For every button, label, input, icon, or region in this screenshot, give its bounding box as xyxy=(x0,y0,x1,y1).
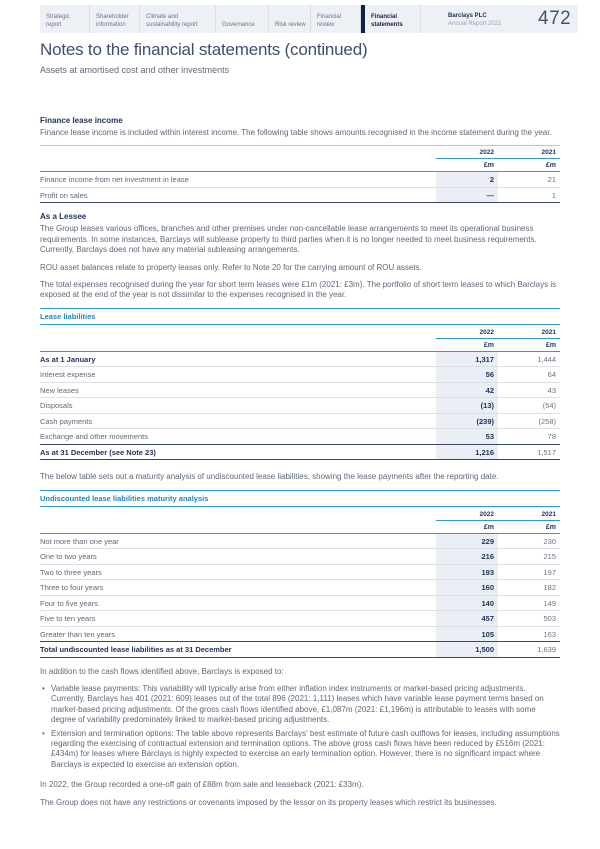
table-row xyxy=(40,626,560,642)
value-2021: 78 xyxy=(547,432,556,442)
unit-2022: £m xyxy=(483,162,494,170)
value-2022: 457 xyxy=(436,611,498,626)
bullet-icon xyxy=(40,684,51,726)
bullet-text: Variable lease payments: This variability will typically arise from either inflation index instruments or market-based pricing adjustments. Currently, Barclays has 401 (2021: 609) leases out of the total 896 (2021: 1,111) leases which have variable lease payment terms based on market-based pricing adjustments. Of the gross cash flows identified above, £1,087m (2021: £1,196m) is attributable to leases with some degree of variability predominately linked to market-based pricing adjustments. xyxy=(51,684,544,725)
row-label: Profit on sales xyxy=(40,190,88,200)
table-row xyxy=(40,352,560,367)
top-navigation-band xyxy=(40,5,578,33)
value-2022: 193 xyxy=(436,565,498,580)
table-unit-row xyxy=(40,521,560,534)
value-2022: (13) xyxy=(436,398,498,413)
brand-name: Barclays PLC xyxy=(448,13,487,19)
unit-row-spacer xyxy=(40,339,436,351)
unit-2022: £m xyxy=(483,523,494,531)
row-label: Finance income from net investment in lease xyxy=(40,175,189,185)
financial-table xyxy=(40,326,560,461)
value-2021: 503 xyxy=(543,614,556,624)
year-row-spacer xyxy=(40,326,436,339)
table-year-row xyxy=(40,146,560,159)
page-title: Notes to the financial statements (continued) xyxy=(40,40,368,59)
row-label: Two to three years xyxy=(40,567,102,577)
value-2022: 42 xyxy=(436,383,498,398)
closing-paragraph-1: In 2022, the Group recorded a one-off gain of £88m from sale and leaseback (2021: £33m). xyxy=(40,780,364,790)
table-caption: Lease liabilities xyxy=(40,308,560,325)
row-label: Cash payments xyxy=(40,416,93,426)
table-row xyxy=(40,413,560,429)
row-label: Interest expense xyxy=(40,370,96,380)
unit-2021: £m xyxy=(545,162,556,170)
value-2022: 56 xyxy=(436,367,498,382)
value-2021: 1,517 xyxy=(537,447,556,457)
row-label: Greater than ten years xyxy=(40,629,116,639)
value-2021: 230 xyxy=(543,536,556,546)
row-label: Four to five years xyxy=(40,598,98,608)
lessee-paragraph-2: ROU asset balances relate to property leases only. Refer to Note 20 for the carrying amount of ROU assets. xyxy=(40,262,422,272)
year-row-spacer xyxy=(40,146,436,159)
row-label: As at 1 January xyxy=(40,354,96,364)
value-2022: — xyxy=(436,188,498,203)
value-2022: 2 xyxy=(436,172,498,187)
tab-climate-and-sustainability-report[interactable]: Climate and sustainability report xyxy=(140,5,216,33)
table-unit-row xyxy=(40,159,560,172)
value-2022: (239) xyxy=(436,414,498,429)
table-year-row xyxy=(40,326,560,339)
value-2021: 149 xyxy=(543,598,556,608)
value-2021: 43 xyxy=(547,385,556,395)
as-a-lessee-heading: As a Lessee xyxy=(40,212,87,222)
row-label: Total undiscounted lease liabilities as at 31 December xyxy=(40,645,232,655)
table-year-row xyxy=(40,508,560,521)
value-2021: 1 xyxy=(551,190,556,200)
value-2021: 197 xyxy=(543,567,556,577)
brand-report: Annual Report 2022 xyxy=(448,21,502,28)
row-label: Exchange and other movements xyxy=(40,432,148,442)
financial-table xyxy=(40,145,560,203)
table-row xyxy=(40,397,560,413)
table-row xyxy=(40,579,560,595)
finance-lease-income-body: Finance lease income is included within interest income. The following table shows amounts recognised in the income statement during the year. xyxy=(40,128,552,137)
maturity-analysis-table xyxy=(40,490,560,658)
value-2021: 215 xyxy=(543,552,556,562)
value-2022: 53 xyxy=(436,429,498,444)
financial-table xyxy=(40,508,560,658)
value-2022: 229 xyxy=(436,534,498,549)
year-col-2022: 2022 xyxy=(436,146,498,159)
table-unit-row xyxy=(40,339,560,352)
bullet-variable-lease-payments xyxy=(40,684,560,726)
maturity-intro: The below table sets out a maturity analysis of undiscounted lease liabilities, showing the lease payments after the reporting date. xyxy=(40,472,499,482)
year-row-spacer xyxy=(40,508,436,521)
page-subtitle: Assets at amortised cost and other investments xyxy=(40,65,230,75)
unit-row-spacer xyxy=(40,521,436,533)
row-label: Disposals xyxy=(40,401,73,411)
table-row xyxy=(40,548,560,564)
lease-liabilities-table xyxy=(40,308,560,461)
unit-2021: £m xyxy=(545,341,556,349)
tab-strategic-report[interactable]: Strategic report xyxy=(40,5,90,33)
finance-lease-income-table xyxy=(40,145,560,203)
row-label: Three to four years xyxy=(40,583,104,593)
bullet-extension-termination xyxy=(40,729,560,771)
year-col-2022: 2022 xyxy=(436,326,498,339)
table-row xyxy=(40,428,560,444)
row-label: One to two years xyxy=(40,552,97,562)
value-2021: 163 xyxy=(543,629,556,639)
year-col-2021: 2021 xyxy=(498,146,560,159)
bullet-text: Extension and termination options: The table above represents Barclays' best estimate of future cash outflows for leases, including assumptions regarding the exercising of contractual extension and termination options. The above gross cash flows have been reduced by £516m (2021: £434m) for leases where Barclays is highly expected to exercise an early termination option. However, there is no significant impact where Barclays is expected to exercise an extension option. xyxy=(51,728,560,769)
table-row xyxy=(40,610,560,626)
table-row xyxy=(40,641,560,657)
table-row xyxy=(40,366,560,382)
unit-row-spacer xyxy=(40,159,436,171)
brand-block xyxy=(442,5,538,33)
table-row xyxy=(40,534,560,549)
value-2021: (54) xyxy=(542,401,556,411)
unit-2021: £m xyxy=(545,523,556,531)
year-col-2021: 2021 xyxy=(498,508,560,521)
closing-paragraph-2: The Group does not have any restrictions or covenants imposed by the lessor on its property leases which restrict its businesses. xyxy=(40,797,497,807)
value-2021: 64 xyxy=(547,370,556,380)
header-tabs xyxy=(40,5,421,33)
value-2021: 21 xyxy=(547,175,556,185)
bullet-icon xyxy=(40,729,51,771)
table-row xyxy=(40,444,560,460)
value-2022: 1,500 xyxy=(436,642,498,657)
value-2022: 140 xyxy=(436,596,498,611)
tab-shareholder-information[interactable]: Shareholder information xyxy=(90,5,140,33)
tab-financial-review[interactable]: Financial review xyxy=(311,5,361,33)
value-2022: 1,216 xyxy=(436,445,498,460)
row-label: Five to ten years xyxy=(40,614,96,624)
year-col-2021: 2021 xyxy=(498,326,560,339)
table-row xyxy=(40,382,560,398)
value-2022: 216 xyxy=(436,549,498,564)
page-number: 472 xyxy=(538,8,572,29)
value-2022: 160 xyxy=(436,580,498,595)
year-col-2022: 2022 xyxy=(436,508,498,521)
row-label: New leases xyxy=(40,385,79,395)
table-row xyxy=(40,564,560,580)
lessee-paragraph-1: The Group leases various offices, branches and other premises under non-cancellable lease arrangements to meet its operational business requirements. In some instances, Barclays will sublease property to third parties when it is no longer needed to meet business requirements. Currently, Barclays does not have any material subleasing arrangements. xyxy=(40,224,537,255)
row-label: Not more than one year xyxy=(40,536,119,546)
page-content xyxy=(40,40,560,815)
tab-financial-statements[interactable]: Financial statements xyxy=(361,5,421,33)
tab-governance[interactable]: Governance xyxy=(216,5,269,33)
table-caption: Undiscounted lease liabilities maturity analysis xyxy=(40,490,560,507)
unit-2022: £m xyxy=(483,341,494,349)
exposure-intro: In addition to the cash flows identified above, Barclays is exposed to: xyxy=(40,666,284,676)
value-2021: 1,639 xyxy=(537,645,556,655)
value-2021: 1,444 xyxy=(537,354,556,364)
table-row xyxy=(40,172,560,187)
value-2022: 1,317 xyxy=(436,352,498,367)
row-label: As at 31 December (see Note 23) xyxy=(40,447,156,457)
value-2022: 105 xyxy=(436,627,498,642)
table-row xyxy=(40,187,560,203)
value-2021: 182 xyxy=(543,583,556,593)
table-row xyxy=(40,595,560,611)
tab-risk-review[interactable]: Risk review xyxy=(269,5,311,33)
value-2021: (258) xyxy=(538,416,556,426)
lessee-paragraph-3: The total expenses recognised during the year for short term leases were £1m (2021: £3m). The portfolio of short term leases to which Barclays is exposed at the end of the year is not dissimilar to the expenses recognised in the year. xyxy=(40,279,557,300)
finance-lease-income-heading: Finance lease income xyxy=(40,116,123,125)
